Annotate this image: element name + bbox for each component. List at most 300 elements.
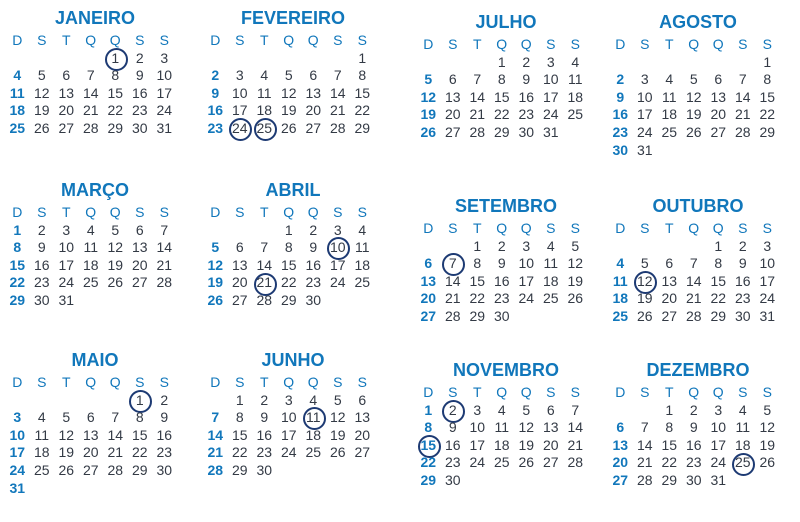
day-cell: 26 bbox=[207, 291, 224, 308]
day-cell: 27 bbox=[612, 471, 629, 488]
weekday-label: T bbox=[61, 32, 71, 48]
day-cell: 5 bbox=[284, 67, 293, 84]
day-cell: 3 bbox=[333, 221, 342, 238]
day-cell: 25 bbox=[305, 444, 322, 461]
day-cell: 21 bbox=[685, 290, 702, 307]
day-cell: 7 bbox=[211, 409, 220, 426]
month-grid bbox=[5, 32, 185, 138]
day-cell: 24 bbox=[9, 461, 26, 478]
day-cell: 22 bbox=[710, 290, 727, 307]
day-cell: 11 bbox=[34, 426, 50, 443]
day-cell: 3 bbox=[284, 391, 293, 408]
day-cell: 27 bbox=[58, 119, 75, 136]
month-grid bbox=[608, 36, 788, 159]
day-cell: 30 bbox=[33, 291, 50, 308]
day-cell: 20 bbox=[305, 102, 322, 119]
day-cell: 24 bbox=[58, 274, 75, 291]
day-cell: 2 bbox=[689, 401, 698, 418]
month-title: ABRIL bbox=[265, 180, 321, 200]
day-cell: 12 bbox=[420, 88, 437, 105]
day-cell: 8 bbox=[284, 239, 293, 256]
day-cell: 13 bbox=[82, 426, 99, 443]
day-cell: 4 bbox=[309, 391, 318, 408]
weekday-label: D bbox=[615, 36, 626, 52]
day-cell: 17 bbox=[58, 256, 75, 273]
day-cell: 22 bbox=[493, 106, 510, 123]
weekday-label: Q bbox=[307, 32, 319, 48]
weekday-label: S bbox=[235, 374, 245, 390]
holiday-day: 15 bbox=[416, 437, 441, 455]
day-cell: 20 bbox=[82, 444, 99, 461]
day-cell: 24 bbox=[518, 290, 535, 307]
weekday-label: Q bbox=[688, 220, 700, 236]
day-cell: 29 bbox=[107, 119, 124, 136]
day-cell: 14 bbox=[156, 239, 173, 256]
day-cell: 4 bbox=[86, 221, 95, 238]
weekday-label: D bbox=[210, 374, 221, 390]
day-cell: 3 bbox=[640, 71, 649, 88]
day-cell: 22 bbox=[9, 274, 26, 291]
month-october bbox=[608, 194, 788, 326]
day-cell: 9 bbox=[497, 255, 506, 272]
month-september bbox=[416, 194, 596, 326]
day-cell: 23 bbox=[734, 290, 751, 307]
day-cell: 22 bbox=[231, 444, 248, 461]
month-grid bbox=[203, 32, 383, 138]
day-cell: 6 bbox=[714, 71, 723, 88]
day-cell: 1 bbox=[714, 237, 723, 254]
weekday-label: D bbox=[12, 374, 23, 390]
weekday-label: T bbox=[472, 220, 482, 236]
day-cell: 28 bbox=[82, 119, 99, 136]
day-cell: 24 bbox=[469, 454, 486, 471]
day-cell: 8 bbox=[473, 255, 482, 272]
day-cell: 18 bbox=[661, 106, 678, 123]
day-cell: 18 bbox=[612, 290, 629, 307]
weekday-label: S bbox=[640, 220, 650, 236]
day-cell: 13 bbox=[131, 239, 148, 256]
day-cell: 1 bbox=[284, 221, 293, 238]
weekday-label: Q bbox=[307, 374, 319, 390]
weekday-label: S bbox=[357, 32, 367, 48]
day-cell: 25 bbox=[567, 106, 584, 123]
month-grid bbox=[416, 384, 596, 490]
day-cell: 20 bbox=[612, 454, 629, 471]
day-cell: 13 bbox=[354, 409, 371, 426]
day-cell: 15 bbox=[469, 272, 486, 289]
day-cell: 14 bbox=[256, 256, 273, 273]
day-cell: 23 bbox=[305, 274, 322, 291]
day-cell: 18 bbox=[305, 426, 322, 443]
weekday-label: D bbox=[423, 220, 434, 236]
day-cell: 9 bbox=[37, 239, 46, 256]
day-cell: 16 bbox=[33, 256, 50, 273]
day-cell: 26 bbox=[685, 123, 702, 140]
month-grid bbox=[416, 36, 596, 142]
day-cell: 7 bbox=[571, 401, 580, 418]
day-cell: 20 bbox=[58, 102, 75, 119]
weekday-label: S bbox=[357, 374, 367, 390]
day-cell: 23 bbox=[131, 102, 148, 119]
day-cell: 3 bbox=[160, 49, 169, 66]
day-cell: 4 bbox=[260, 67, 269, 84]
day-cell: 29 bbox=[9, 291, 26, 308]
day-cell: 19 bbox=[107, 256, 124, 273]
day-cell: 17 bbox=[9, 444, 26, 461]
day-cell: 21 bbox=[82, 102, 99, 119]
day-cell: 21 bbox=[444, 290, 461, 307]
day-cell: 7 bbox=[689, 255, 698, 272]
day-cell: 19 bbox=[420, 106, 437, 123]
day-cell: 26 bbox=[420, 123, 437, 140]
weekday-label: S bbox=[159, 32, 169, 48]
weekday-label: S bbox=[235, 32, 245, 48]
month-title: JANEIRO bbox=[54, 8, 135, 28]
day-cell: 27 bbox=[305, 119, 322, 136]
day-cell: 8 bbox=[714, 255, 723, 272]
day-cell: 2 bbox=[37, 221, 46, 238]
month-title: JUNHO bbox=[261, 350, 325, 370]
day-cell: 10 bbox=[9, 426, 26, 443]
day-cell: 1 bbox=[13, 221, 22, 238]
day-cell: 2 bbox=[135, 49, 144, 66]
day-cell: 5 bbox=[424, 71, 433, 88]
day-cell: 24 bbox=[329, 274, 346, 291]
day-cell: 3 bbox=[13, 409, 22, 426]
weekday-label: S bbox=[235, 204, 245, 220]
day-cell: 19 bbox=[207, 274, 224, 291]
day-cell: 29 bbox=[759, 123, 776, 140]
day-cell: 7 bbox=[640, 419, 649, 436]
day-cell: 1 bbox=[665, 401, 674, 418]
weekday-label: S bbox=[159, 204, 169, 220]
day-cell: 11 bbox=[256, 84, 272, 101]
day-cell: 10 bbox=[280, 409, 297, 426]
day-cell: 15 bbox=[710, 272, 727, 289]
day-cell: 11 bbox=[9, 84, 25, 101]
day-cell: 8 bbox=[358, 67, 367, 84]
day-cell: 14 bbox=[685, 272, 702, 289]
day-cell: 22 bbox=[420, 454, 437, 471]
day-cell: 1 bbox=[358, 49, 367, 66]
day-cell: 31 bbox=[759, 307, 776, 324]
day-cell: 8 bbox=[135, 409, 144, 426]
day-cell: 14 bbox=[82, 84, 99, 101]
day-cell: 3 bbox=[546, 53, 555, 70]
weekday-label: Q bbox=[85, 374, 97, 390]
month-grid bbox=[608, 384, 788, 490]
day-cell: 7 bbox=[111, 409, 120, 426]
day-cell: 27 bbox=[231, 291, 248, 308]
day-cell: 20 bbox=[420, 290, 437, 307]
weekday-label: S bbox=[546, 220, 556, 236]
weekday-label: S bbox=[159, 374, 169, 390]
day-cell: 18 bbox=[493, 436, 510, 453]
weekday-label: D bbox=[210, 32, 221, 48]
weekday-label: T bbox=[472, 36, 482, 52]
day-cell: 12 bbox=[58, 426, 75, 443]
day-cell: 29 bbox=[710, 307, 727, 324]
month-title: NOVEMBRO bbox=[452, 360, 559, 380]
day-cell: 12 bbox=[280, 84, 297, 101]
day-cell: 12 bbox=[207, 256, 224, 273]
day-cell: 8 bbox=[497, 71, 506, 88]
day-cell: 31 bbox=[636, 141, 653, 158]
day-cell: 21 bbox=[329, 102, 346, 119]
day-cell: 30 bbox=[444, 471, 461, 488]
day-cell: 20 bbox=[131, 256, 148, 273]
day-cell: 14 bbox=[734, 88, 751, 105]
day-cell: 6 bbox=[424, 255, 433, 272]
day-cell: 8 bbox=[111, 67, 120, 84]
day-cell: 10 bbox=[518, 255, 535, 272]
day-cell: 5 bbox=[571, 237, 580, 254]
day-cell: 3 bbox=[763, 237, 772, 254]
day-cell: 26 bbox=[567, 290, 584, 307]
day-cell: 17 bbox=[518, 272, 535, 289]
day-cell: 13 bbox=[444, 88, 461, 105]
day-cell: 2 bbox=[160, 391, 169, 408]
day-cell: 18 bbox=[734, 436, 751, 453]
holiday-day: 10 bbox=[326, 239, 351, 257]
day-cell: 12 bbox=[567, 255, 584, 272]
month-april bbox=[203, 178, 383, 310]
month-january bbox=[5, 6, 185, 138]
day-cell: 11 bbox=[543, 255, 559, 272]
day-cell: 1 bbox=[424, 401, 433, 418]
day-cell: 9 bbox=[309, 239, 318, 256]
weekday-label: S bbox=[357, 204, 367, 220]
day-cell: 16 bbox=[131, 84, 148, 101]
day-cell: 18 bbox=[354, 256, 371, 273]
day-cell: 9 bbox=[260, 409, 269, 426]
month-grid bbox=[203, 374, 383, 480]
month-title: AGOSTO bbox=[659, 12, 737, 32]
weekday-label: S bbox=[333, 204, 343, 220]
weekday-label: S bbox=[135, 204, 145, 220]
day-cell: 18 bbox=[82, 256, 99, 273]
day-cell: 28 bbox=[567, 454, 584, 471]
day-cell: 6 bbox=[235, 239, 244, 256]
day-cell: 17 bbox=[329, 256, 346, 273]
weekday-label: D bbox=[615, 384, 626, 400]
day-cell: 13 bbox=[710, 88, 727, 105]
day-cell: 12 bbox=[107, 239, 124, 256]
day-cell: 4 bbox=[497, 401, 506, 418]
day-cell: 16 bbox=[518, 88, 535, 105]
day-cell: 7 bbox=[160, 221, 169, 238]
day-cell: 13 bbox=[612, 436, 629, 453]
day-cell: 29 bbox=[493, 123, 510, 140]
day-cell: 28 bbox=[156, 274, 173, 291]
weekday-label: T bbox=[664, 384, 674, 400]
day-cell: 6 bbox=[448, 71, 457, 88]
day-cell: 21 bbox=[107, 444, 124, 461]
day-cell: 27 bbox=[661, 307, 678, 324]
day-cell: 25 bbox=[542, 290, 559, 307]
day-cell: 23 bbox=[612, 123, 629, 140]
day-cell: 6 bbox=[665, 255, 674, 272]
day-cell: 23 bbox=[33, 274, 50, 291]
day-cell: 23 bbox=[156, 444, 173, 461]
day-cell: 7 bbox=[473, 71, 482, 88]
month-grid bbox=[416, 220, 596, 326]
day-cell: 29 bbox=[280, 291, 297, 308]
day-cell: 3 bbox=[522, 237, 531, 254]
weekday-label: T bbox=[664, 36, 674, 52]
weekday-label: D bbox=[12, 204, 23, 220]
day-cell: 6 bbox=[309, 67, 318, 84]
day-cell: 1 bbox=[763, 53, 772, 70]
day-cell: 10 bbox=[231, 84, 248, 101]
weekday-label: S bbox=[738, 36, 748, 52]
weekday-label: D bbox=[423, 36, 434, 52]
day-cell: 12 bbox=[685, 88, 702, 105]
day-cell: 15 bbox=[231, 426, 248, 443]
day-cell: 13 bbox=[231, 256, 248, 273]
day-cell: 14 bbox=[636, 436, 653, 453]
day-cell: 6 bbox=[616, 419, 625, 436]
day-cell: 19 bbox=[329, 426, 346, 443]
day-cell: 4 bbox=[571, 53, 580, 70]
day-cell: 19 bbox=[567, 272, 584, 289]
day-cell: 17 bbox=[636, 106, 653, 123]
month-december bbox=[608, 358, 788, 490]
holiday-day: 25 bbox=[252, 120, 277, 138]
day-cell: 20 bbox=[542, 436, 559, 453]
weekday-label: S bbox=[738, 220, 748, 236]
day-cell: 15 bbox=[280, 256, 297, 273]
month-title: JULHO bbox=[475, 12, 537, 32]
weekday-label: D bbox=[615, 220, 626, 236]
day-cell: 26 bbox=[636, 307, 653, 324]
day-cell: 21 bbox=[207, 444, 224, 461]
day-cell: 25 bbox=[354, 274, 371, 291]
weekday-label: Q bbox=[688, 36, 700, 52]
day-cell: 1 bbox=[235, 391, 244, 408]
day-cell: 11 bbox=[567, 71, 583, 88]
weekday-label: S bbox=[448, 36, 458, 52]
day-cell: 28 bbox=[469, 123, 486, 140]
holiday-day: 1 bbox=[103, 50, 128, 68]
day-cell: 1 bbox=[473, 237, 482, 254]
day-cell: 29 bbox=[231, 461, 248, 478]
day-cell: 27 bbox=[542, 454, 559, 471]
day-cell: 26 bbox=[280, 119, 297, 136]
day-cell: 17 bbox=[231, 102, 248, 119]
day-cell: 9 bbox=[522, 71, 531, 88]
day-cell: 15 bbox=[354, 84, 371, 101]
weekday-label: Q bbox=[712, 384, 724, 400]
day-cell: 18 bbox=[542, 272, 559, 289]
month-title: MAIO bbox=[71, 350, 119, 370]
day-cell: 28 bbox=[444, 307, 461, 324]
day-cell: 25 bbox=[82, 274, 99, 291]
day-cell: 14 bbox=[107, 426, 124, 443]
month-august bbox=[608, 10, 788, 159]
day-cell: 26 bbox=[58, 461, 75, 478]
day-cell: 11 bbox=[354, 239, 370, 256]
day-cell: 19 bbox=[759, 436, 776, 453]
day-cell: 31 bbox=[156, 119, 173, 136]
day-cell: 27 bbox=[131, 274, 148, 291]
day-cell: 2 bbox=[738, 237, 747, 254]
day-cell: 30 bbox=[518, 123, 535, 140]
day-cell: 21 bbox=[567, 436, 584, 453]
day-cell: 9 bbox=[211, 84, 220, 101]
day-cell: 3 bbox=[473, 401, 482, 418]
day-cell: 10 bbox=[156, 67, 173, 84]
weekday-label: T bbox=[259, 374, 269, 390]
day-cell: 15 bbox=[661, 436, 678, 453]
weekday-label: S bbox=[570, 36, 580, 52]
day-cell: 12 bbox=[759, 419, 776, 436]
day-cell: 16 bbox=[734, 272, 751, 289]
day-cell: 25 bbox=[661, 123, 678, 140]
day-cell: 6 bbox=[546, 401, 555, 418]
day-cell: 23 bbox=[493, 290, 510, 307]
day-cell: 21 bbox=[469, 106, 486, 123]
day-cell: 11 bbox=[83, 239, 99, 256]
day-cell: 5 bbox=[689, 71, 698, 88]
month-june bbox=[203, 348, 383, 480]
day-cell: 18 bbox=[9, 102, 26, 119]
month-march bbox=[5, 178, 185, 310]
month-title: FEVEREIRO bbox=[240, 8, 346, 28]
day-cell: 5 bbox=[522, 401, 531, 418]
day-cell: 26 bbox=[107, 274, 124, 291]
day-cell: 30 bbox=[305, 291, 322, 308]
weekday-label: T bbox=[61, 204, 71, 220]
day-cell: 29 bbox=[420, 471, 437, 488]
holiday-day: 25 bbox=[731, 454, 756, 472]
day-cell: 17 bbox=[759, 272, 776, 289]
day-cell: 14 bbox=[469, 88, 486, 105]
day-cell: 8 bbox=[763, 71, 772, 88]
day-cell: 4 bbox=[37, 409, 46, 426]
weekday-label: S bbox=[448, 220, 458, 236]
day-cell: 7 bbox=[333, 67, 342, 84]
day-cell: 5 bbox=[37, 67, 46, 84]
day-cell: 19 bbox=[685, 106, 702, 123]
holiday-day: 1 bbox=[128, 392, 153, 410]
day-cell: 27 bbox=[354, 444, 371, 461]
day-cell: 21 bbox=[636, 454, 653, 471]
day-cell: 31 bbox=[58, 291, 75, 308]
day-cell: 20 bbox=[444, 106, 461, 123]
day-cell: 28 bbox=[734, 123, 751, 140]
day-cell: 3 bbox=[714, 401, 723, 418]
day-cell: 23 bbox=[518, 106, 535, 123]
weekday-label: D bbox=[210, 204, 221, 220]
day-cell: 16 bbox=[444, 436, 461, 453]
day-cell: 2 bbox=[211, 67, 220, 84]
day-cell: 4 bbox=[665, 71, 674, 88]
day-cell: 16 bbox=[612, 106, 629, 123]
month-title: OUTUBRO bbox=[652, 196, 744, 216]
weekday-label: Q bbox=[520, 384, 532, 400]
day-cell: 20 bbox=[661, 290, 678, 307]
weekday-label: S bbox=[762, 384, 772, 400]
day-cell: 5 bbox=[211, 239, 220, 256]
day-cell: 21 bbox=[734, 106, 751, 123]
weekday-label: Q bbox=[283, 32, 295, 48]
day-cell: 14 bbox=[207, 426, 224, 443]
day-cell: 24 bbox=[710, 454, 727, 471]
weekday-label: Q bbox=[307, 204, 319, 220]
day-cell: 21 bbox=[156, 256, 173, 273]
day-cell: 19 bbox=[518, 436, 535, 453]
